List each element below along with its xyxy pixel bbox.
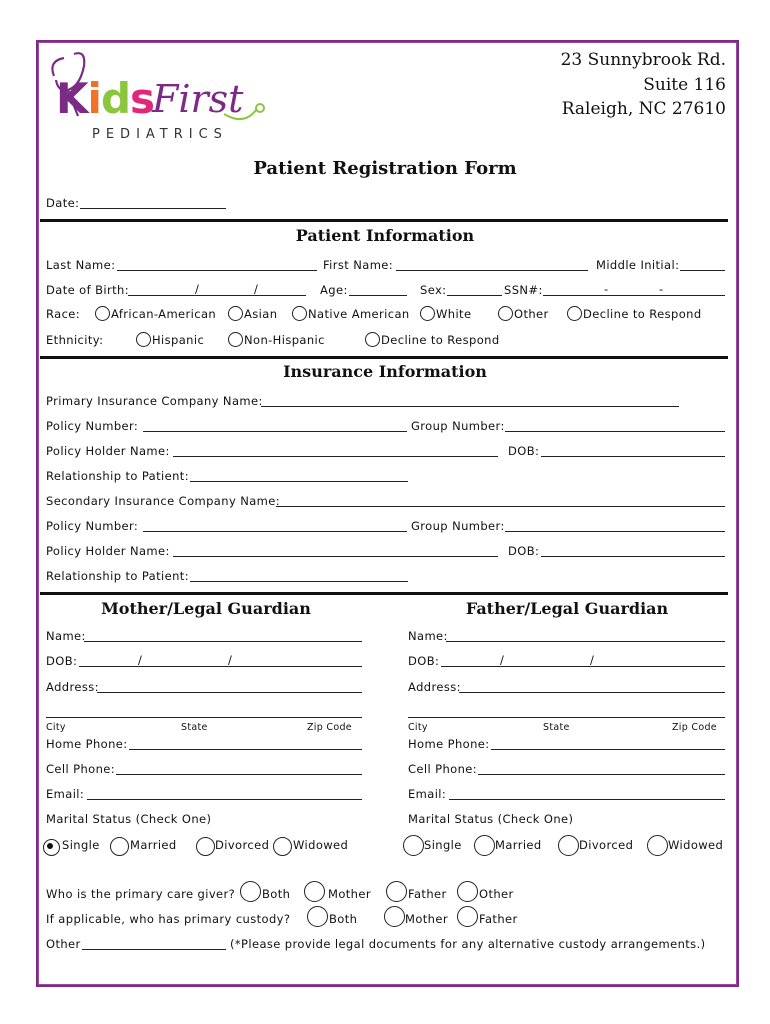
mother-name-field[interactable] <box>84 641 362 642</box>
ethnicity-radio-hispanic[interactable] <box>136 332 151 347</box>
race-label: Race: <box>46 307 81 321</box>
ethnicity-option-label: Decline to Respond <box>381 333 500 347</box>
primary-insurance-field[interactable] <box>261 406 679 407</box>
father-address-line-2[interactable] <box>408 717 725 718</box>
father-name-label: Name: <box>408 629 448 643</box>
race-option-label: Other <box>514 307 549 321</box>
other-field[interactable] <box>82 949 226 950</box>
mother-home-phone-field[interactable] <box>129 749 362 750</box>
caregiver-radio-father[interactable] <box>386 881 407 902</box>
mother-name-label: Name: <box>46 629 86 643</box>
father-name-field[interactable] <box>446 641 725 642</box>
father-email-label: Email: <box>408 787 447 801</box>
mother-email-label: Email: <box>46 787 85 801</box>
caregiver-radio-other[interactable] <box>457 881 478 902</box>
father-email-field[interactable] <box>449 799 725 800</box>
mother-marital-radio-widowed[interactable] <box>273 837 292 856</box>
primary-insurance-label: Primary Insurance Company Name: <box>46 394 263 408</box>
logo-subtitle: PEDIATRICS <box>92 127 228 142</box>
custody-option-label: Both <box>329 912 358 926</box>
dob-slash-1: / <box>195 282 200 296</box>
father-marital-radio-divorced[interactable] <box>558 835 579 856</box>
father-address-field[interactable] <box>459 692 725 693</box>
ssn-dash-1: - <box>604 282 609 296</box>
date-field[interactable] <box>80 208 226 209</box>
mother-dob-slash-1: / <box>138 653 143 667</box>
race-option-label: Asian <box>244 307 278 321</box>
logo-text-first: First <box>152 77 244 121</box>
ethnicity-radio-decline[interactable] <box>365 332 380 347</box>
holder-dob-label: DOB: <box>508 444 540 458</box>
patient-info-heading: Patient Information <box>295 226 475 245</box>
caregiver-option-label: Father <box>408 887 447 901</box>
dob-slash-2: / <box>254 282 259 296</box>
policy-holder-label-2: Policy Holder Name: <box>46 544 170 558</box>
ssn-field[interactable] <box>543 295 725 296</box>
mother-address-field[interactable] <box>97 692 362 693</box>
first-name-label: First Name: <box>323 258 394 272</box>
marital-option-label: Widowed <box>668 838 724 852</box>
marital-option-label: Divorced <box>579 838 634 852</box>
holder-dob-field-2[interactable] <box>541 556 725 557</box>
age-label: Age: <box>320 283 348 297</box>
kidsfirst-logo: Kids First PEDIATRICS <box>44 46 274 146</box>
father-dob-field[interactable] <box>441 666 725 667</box>
custody-radio-both[interactable] <box>307 906 328 927</box>
father-guardian-heading: Father/Legal Guardian <box>465 599 669 618</box>
ssn-dash-2: - <box>659 282 664 296</box>
group-number-label: Group Number: <box>411 419 505 433</box>
legal-note: (*Please provide legal documents for any alternative custody arrangements.) <box>230 937 706 951</box>
father-dob-slash-2: / <box>590 653 595 667</box>
father-cell-phone-field[interactable] <box>478 774 725 775</box>
policy-holder-field-2[interactable] <box>173 556 498 557</box>
marital-option-label: Widowed <box>293 838 349 852</box>
address-line-3: Raleigh, NC 27610 <box>561 99 726 119</box>
ethnicity-option-label: Non-Hispanic <box>244 333 325 347</box>
holder-dob-label-2: DOB: <box>508 544 540 558</box>
race-radio-native-american[interactable] <box>292 306 307 321</box>
race-option-label: Decline to Respond <box>583 307 702 321</box>
race-option-label: White <box>436 307 472 321</box>
dob-label: Date of Birth: <box>46 283 129 297</box>
custody-radio-mother[interactable] <box>384 906 405 927</box>
custody-label: If applicable, who has primary custody? <box>46 912 291 926</box>
father-dob-label: DOB: <box>408 654 440 668</box>
race-radio-african-american[interactable] <box>95 306 110 321</box>
last-name-field[interactable] <box>117 270 317 271</box>
father-marital-radio-single[interactable] <box>403 835 424 856</box>
mother-city-label: City <box>46 722 66 733</box>
race-radio-other[interactable] <box>498 306 513 321</box>
secondary-insurance-field[interactable] <box>276 506 725 507</box>
mother-marital-radio-divorced[interactable] <box>196 837 215 856</box>
mother-address-label: Address: <box>46 680 99 694</box>
mother-marital-label: Marital Status (Check One) <box>46 812 212 826</box>
last-name-label: Last Name: <box>46 258 116 272</box>
marital-option-label: Married <box>130 838 177 852</box>
father-address-label: Address: <box>408 680 461 694</box>
marital-option-label: Married <box>495 838 542 852</box>
mother-email-field[interactable] <box>87 799 362 800</box>
custody-radio-father[interactable] <box>457 906 478 927</box>
group-number-field-2[interactable] <box>505 531 725 532</box>
ethnicity-option-label: Hispanic <box>152 333 205 347</box>
father-state-label: State <box>543 722 570 733</box>
policy-number-label: Policy Number: <box>46 419 139 433</box>
mother-dob-label: DOB: <box>46 654 78 668</box>
race-radio-decline[interactable] <box>567 306 582 321</box>
caregiver-option-label: Mother <box>328 887 371 901</box>
other-label: Other <box>46 937 81 951</box>
group-number-field[interactable] <box>505 431 725 432</box>
ssn-label: SSN#: <box>504 283 543 297</box>
date-label: Date: <box>46 196 80 210</box>
ethnicity-radio-non-hispanic[interactable] <box>228 332 243 347</box>
address-line-1: 23 Sunnybrook Rd. <box>560 50 726 70</box>
race-radio-asian[interactable] <box>228 306 243 321</box>
relationship-field-2[interactable] <box>190 581 408 582</box>
marital-option-label: Single <box>62 838 100 852</box>
group-number-label-2: Group Number: <box>411 519 505 533</box>
mother-state-label: State <box>181 722 208 733</box>
mother-zip-label: Zip Code <box>307 722 352 733</box>
race-radio-white[interactable] <box>420 306 435 321</box>
middle-initial-label: Middle Initial: <box>596 258 680 272</box>
policy-holder-field[interactable] <box>173 456 498 457</box>
mother-marital-radio-married[interactable] <box>110 837 129 856</box>
age-field[interactable] <box>349 295 407 296</box>
sex-label: Sex: <box>420 283 447 297</box>
custody-option-label: Mother <box>405 912 448 926</box>
mother-guardian-heading: Mother/Legal Guardian <box>101 599 311 618</box>
caregiver-option-label: Both <box>262 887 291 901</box>
mother-dob-slash-2: / <box>228 653 233 667</box>
relationship-field[interactable] <box>190 481 408 482</box>
father-city-label: City <box>408 722 428 733</box>
mother-address-line-2[interactable] <box>46 717 362 718</box>
policy-number-field-2[interactable] <box>143 531 407 532</box>
middle-initial-field[interactable] <box>680 270 725 271</box>
address-line-2: Suite 116 <box>643 75 726 95</box>
caregiver-radio-both[interactable] <box>240 881 261 902</box>
caregiver-radio-mother[interactable] <box>304 881 325 902</box>
ethnicity-label: Ethnicity: <box>46 333 104 347</box>
race-option-label: Native American <box>308 307 410 321</box>
relationship-label-2: Relationship to Patient: <box>46 569 189 583</box>
father-marital-label: Marital Status (Check One) <box>408 812 574 826</box>
mother-marital-radio-single[interactable] <box>43 839 60 856</box>
insurance-info-heading: Insurance Information <box>283 362 487 381</box>
father-zip-label: Zip Code <box>672 722 717 733</box>
father-home-phone-field[interactable] <box>491 749 725 750</box>
secondary-insurance-label: Secondary Insurance Company Name: <box>46 494 281 508</box>
first-name-field[interactable] <box>396 270 588 271</box>
page-title: Patient Registration Form <box>253 158 517 179</box>
dob-field[interactable] <box>128 295 306 296</box>
father-marital-radio-married[interactable] <box>474 835 495 856</box>
sex-field[interactable] <box>447 295 502 296</box>
mother-home-phone-label: Home Phone: <box>46 737 128 751</box>
marital-option-label: Divorced <box>215 838 270 852</box>
mother-dob-field[interactable] <box>79 666 362 667</box>
mother-cell-phone-label: Cell Phone: <box>46 762 116 776</box>
race-option-label: African-American <box>111 307 217 321</box>
policy-number-field[interactable] <box>143 431 407 432</box>
father-marital-radio-widowed[interactable] <box>647 835 668 856</box>
policy-holder-label: Policy Holder Name: <box>46 444 170 458</box>
father-cell-phone-label: Cell Phone: <box>408 762 478 776</box>
caregiver-option-label: Other <box>479 887 514 901</box>
holder-dob-field[interactable] <box>541 456 725 457</box>
custody-option-label: Father <box>479 912 518 926</box>
policy-number-label-2: Policy Number: <box>46 519 139 533</box>
mother-cell-phone-field[interactable] <box>116 774 362 775</box>
relationship-label: Relationship to Patient: <box>46 469 189 483</box>
logo-text-kids: K <box>56 74 88 123</box>
father-dob-slash-1: / <box>500 653 505 667</box>
marital-option-label: Single <box>424 838 462 852</box>
primary-caregiver-label: Who is the primary care giver? <box>46 887 236 901</box>
father-home-phone-label: Home Phone: <box>408 737 490 751</box>
